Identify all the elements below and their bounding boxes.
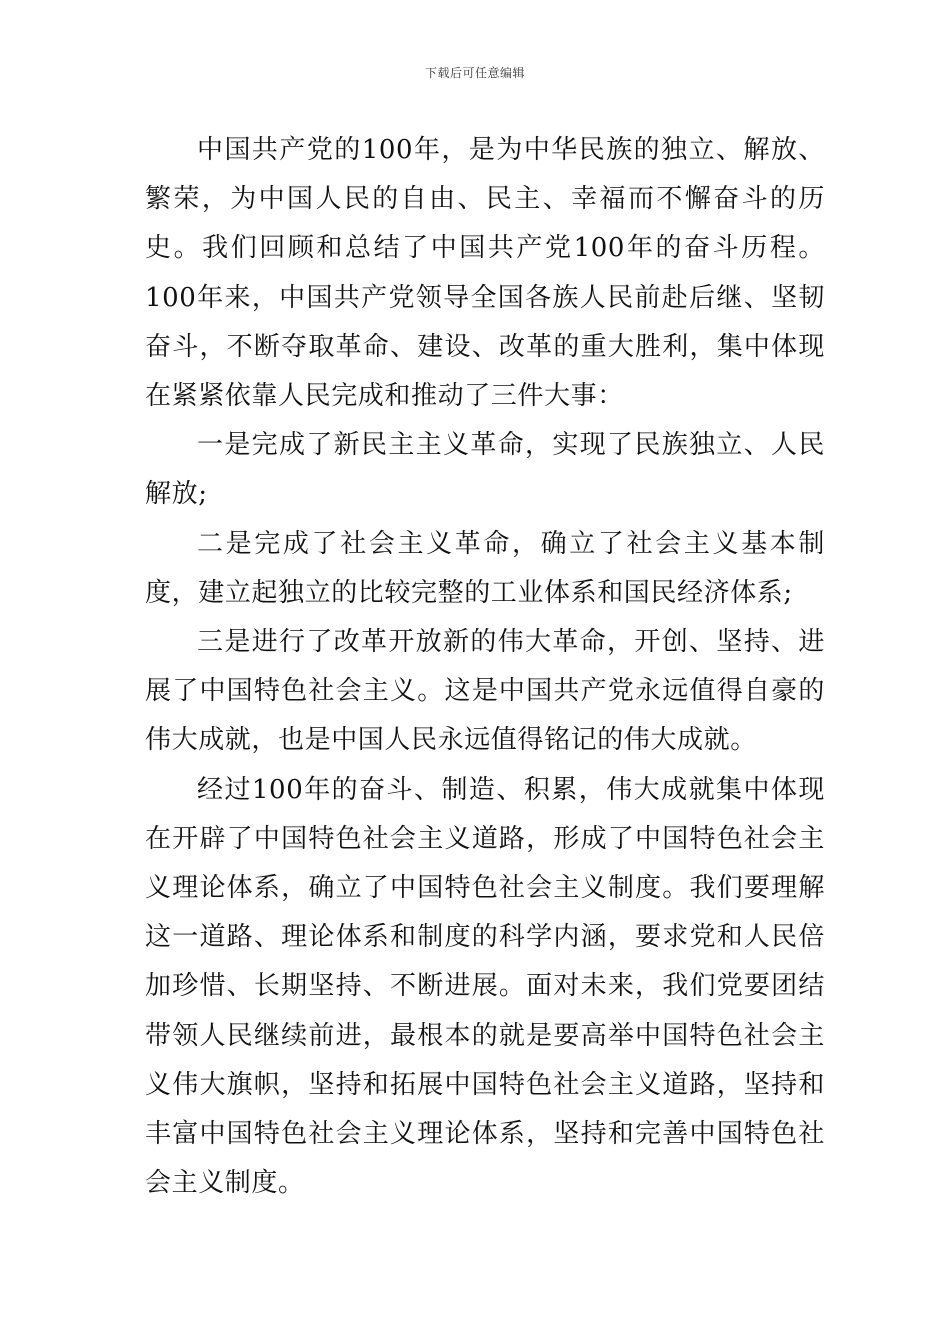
header-note: 下载后可任意编辑 bbox=[424, 66, 525, 80]
paragraph-point-three: 三是进行了改革开放新的伟大革命，开创、坚持、进展了中国特色社会主义。这是中国共产党永远值得自豪的伟大成就，也是中国人民永远值得铭记的伟大成就。 bbox=[145, 627, 825, 756]
document-body bbox=[145, 126, 825, 1208]
paragraph-point-two: 二是完成了社会主义革命，确立了社会主义基本制度，建立起独立的比较完整的工业体系和国民经济体系; bbox=[145, 528, 825, 608]
paragraph-conclusion: 经过100年的奋斗、制造、积累，伟大成就集中体现在开辟了中国特色社会主义道路，形成了中国特色社会主义理论体系，确立了中国特色社会主义制度。我们要理解这一道路、理论体系和制度的科学内涵，要求党和人民倍加珍惜、长期坚持、不断进展。面对未来，我们党要团结带领人民继续前进，最根本的就是要高举中国特色社会主义伟大旗帜，坚持和拓展中国特色社会主义道路，坚持和丰富中国特色社会主义理论体系，坚持和完善中国特色社会主义制度。 bbox=[145, 774, 825, 1199]
paragraph-intro: 中国共产党的100年，是为中华民族的独立、解放、繁荣，为中国人民的自由、民主、幸福而不懈奋斗的历史。我们回顾和总结了中国共产党100年的奋斗历程。100年来，中国共产党领导全国各族人民前赴后继、坚韧奋斗，不断夺取革命、建设、改革的重大胜利，集中体现在紧紧依靠人民完成和推动了三件大事： bbox=[145, 135, 825, 412]
paragraph-point-one: 一是完成了新民主主义革命，实现了民族独立、人民解放; bbox=[145, 430, 825, 510]
